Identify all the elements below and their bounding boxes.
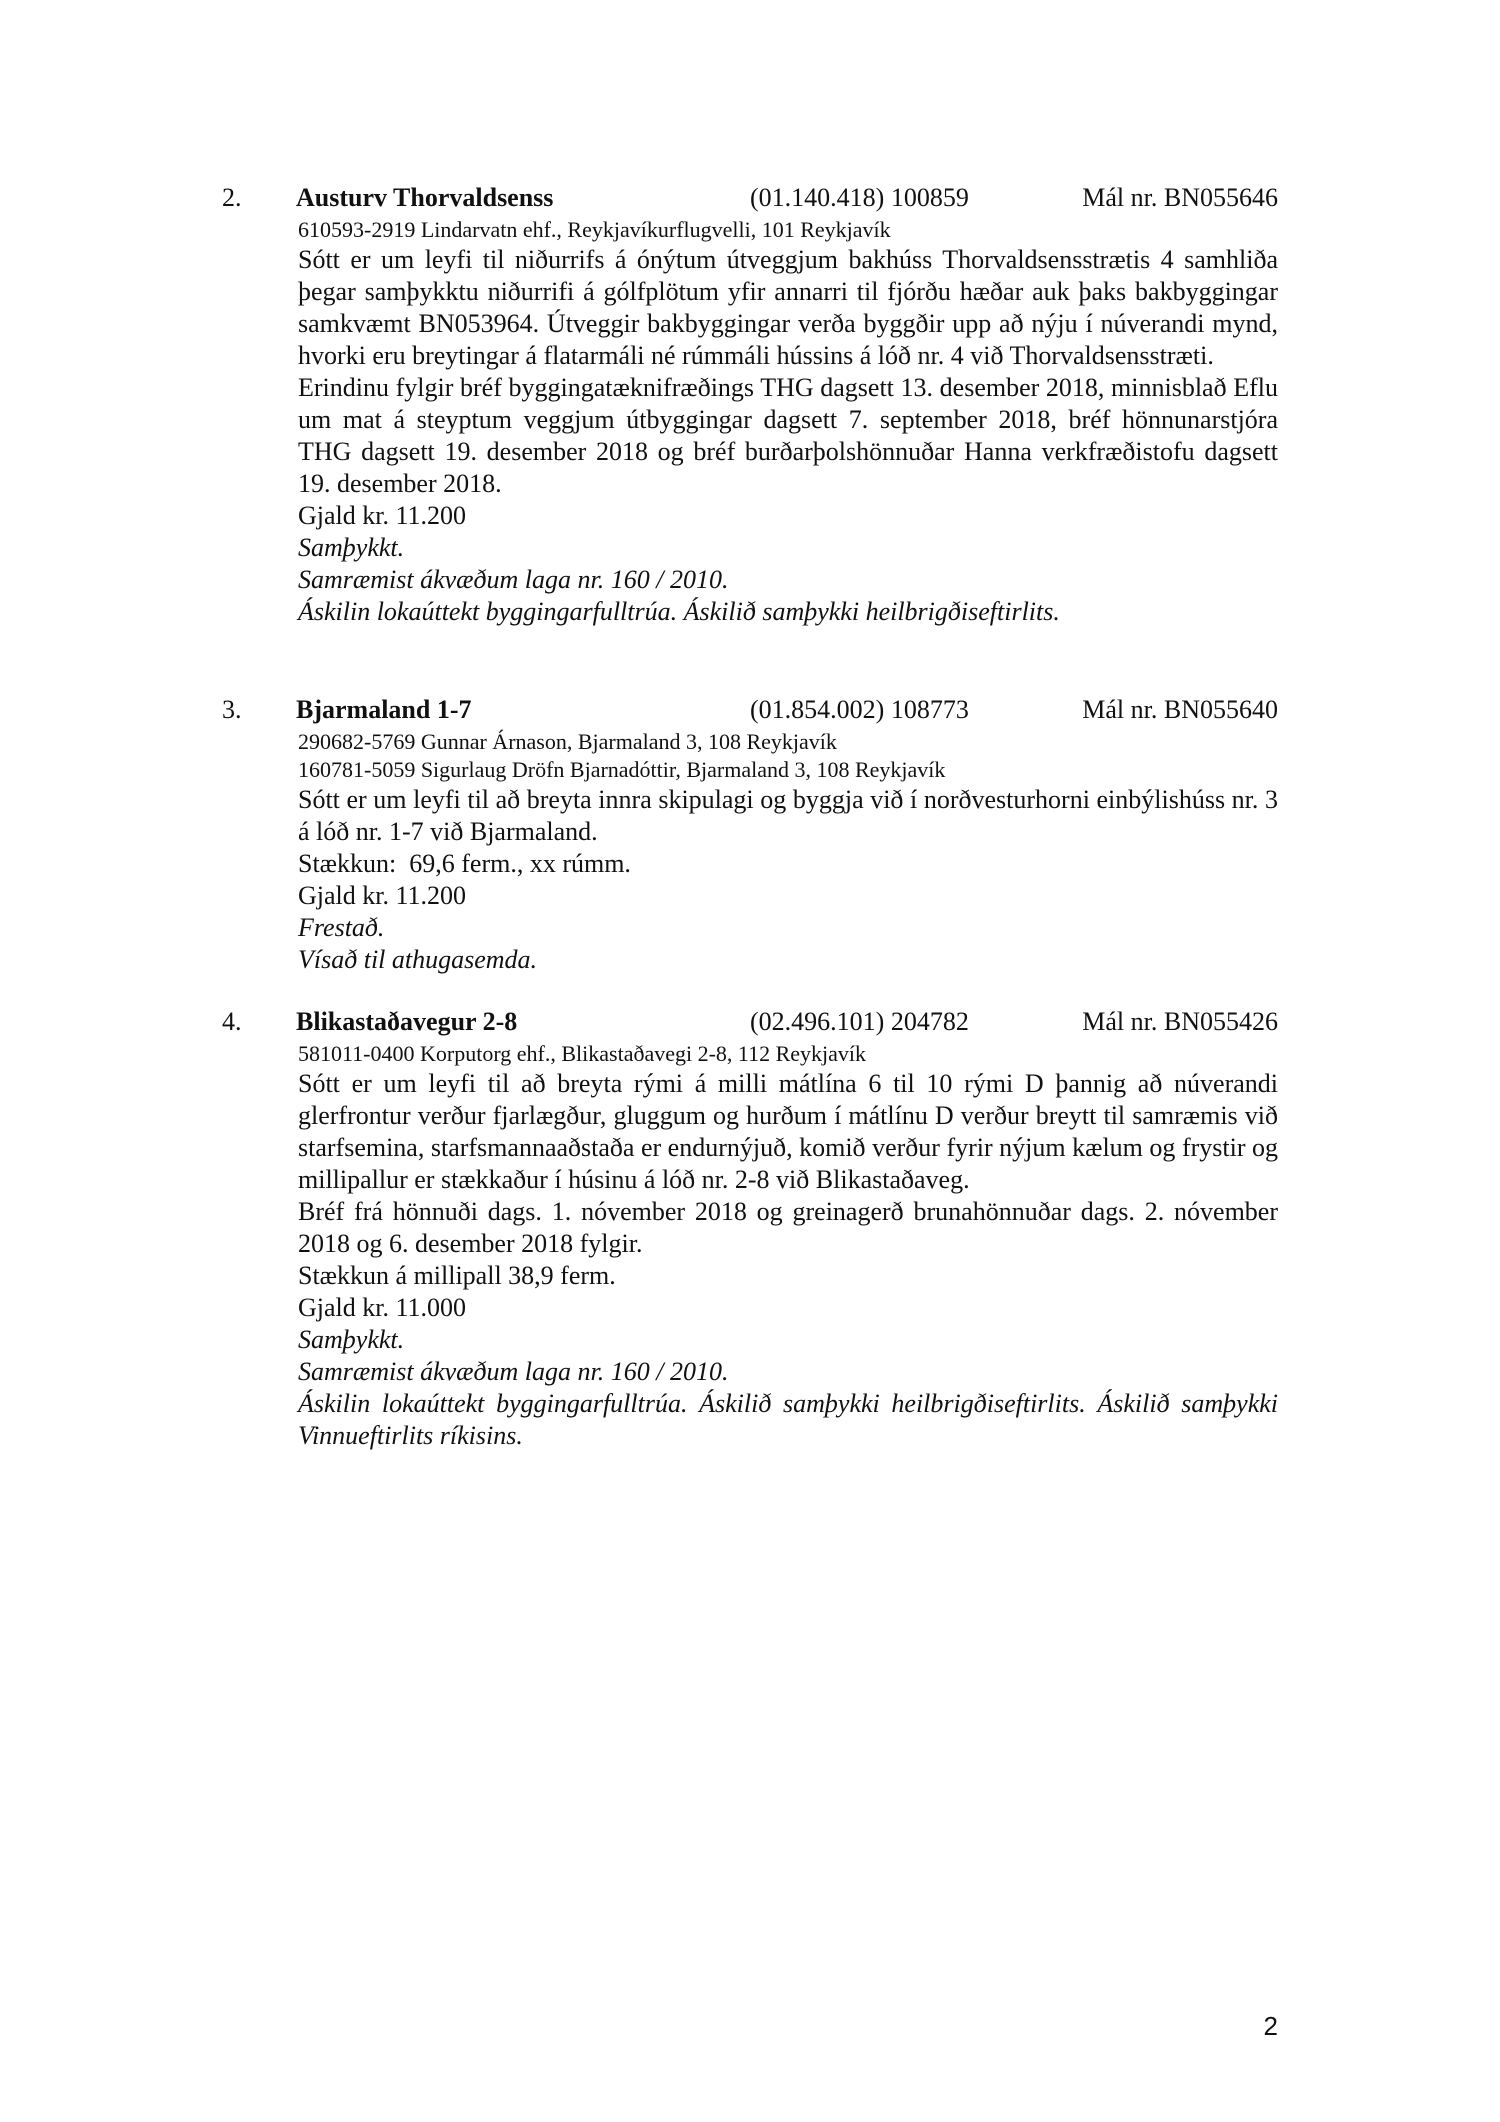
entry-body [298, 1040, 1278, 1452]
entry-address: Austurv Thorvaldsenss [296, 183, 554, 212]
entry-address: Bjarmaland 1-7 [296, 695, 472, 724]
note-line: Áskilin lokaúttekt byggingarfulltrúa. Áskilið samþykki heilbrigðiseftirlits. [298, 597, 1060, 626]
decision-line: Frestað. [298, 913, 385, 942]
entry-number: 3. [222, 695, 242, 724]
attachments-paragraph: Bréf frá hönnuði dags. 1. nóvember 2018 og greinagerð brunahönnuðar dags. 2. nóvember 2018 og 6. desember 2018 fylgir. [298, 1197, 1278, 1258]
entry-body [298, 216, 1278, 628]
entry-4 [222, 1004, 1278, 1452]
entry-header [222, 692, 1278, 728]
page-number: 2 [1263, 2011, 1278, 2041]
applicant-line: 290682-5769 Gunnar Árnason, Bjarmaland 3, 108 Reykjavík [298, 729, 837, 754]
entry-body [298, 728, 1278, 976]
decision-line: Samþykkt. [298, 533, 405, 562]
description-paragraph: Sótt er um leyfi til að breyta rými á milli mátlína 6 til 10 rými D þannig að núverandi glerfrontur verður fjarlægður, gluggum og hurðum í mátlínu D verður breytt til samræmis við starfsemina, starfsmannaaðstaða er endurnýjuð, komið verður fyrir nýjum kælum og frystir og millipallur er stækkaður í húsinu á lóð nr. 2-8 við Blikastaðaveg. [298, 1069, 1278, 1194]
entry-2 [222, 180, 1278, 628]
description-paragraph: Sótt er um leyfi til niðurrifs á ónýtum útveggjum bakhúss Thorvaldsensstrætis 4 samhliða þegar samþykktu niðurrifi á gólfplötum yfir annarri til fjórðu hæðar auk þaks bakbyggingar samkvæmt BN053964. Útveggir bakbyggingar verða byggðir upp að nýju í núverandi mynd, hvorki eru breytingar á flatarmáli né rúmmáli hússins á lóð nr. 4 við Thorvaldsensstræti. [298, 245, 1278, 370]
applicant-line: 581011-0400 Korputorg ehf., Blikastaðavegi 2-8, 112 Reykjavík [298, 1041, 867, 1066]
entry-land-number: (01.140.418) 100859 [750, 183, 969, 212]
fee-line: Gjald kr. 11.000 [298, 1293, 467, 1322]
fee-line: Gjald kr. 11.200 [298, 881, 467, 910]
decision-line: Samþykkt. [298, 1325, 405, 1354]
note-line: Samræmist ákvæðum laga nr. 160 / 2010. [298, 565, 729, 594]
entry-number: 2. [222, 183, 242, 212]
description-paragraph: Sótt er um leyfi til að breyta innra skipulagi og byggja við í norðvesturhorni einbýlishúss nr. 3 á lóð nr. 1-7 við Bjarmaland. [298, 785, 1278, 846]
fee-line: Gjald kr. 11.200 [298, 501, 467, 530]
entry-header [222, 1004, 1278, 1040]
applicant-line: 160781-5059 Sigurlaug Dröfn Bjarnadóttir, Bjarmaland 3, 108 Reykjavík [298, 757, 946, 782]
entry-land-number: (02.496.101) 204782 [750, 1007, 969, 1036]
applicant-line: 610593-2919 Lindarvatn ehf., Reykjavíkurflugvelli, 101 Reykjavík [298, 217, 891, 242]
entry-address: Blikastaðavegur 2-8 [296, 1007, 518, 1036]
note-line: Áskilin lokaúttekt byggingarfulltrúa. Áskilið samþykki heilbrigðiseftirlits. Áskilið samþykki Vinnueftirlits ríkisins. [298, 1389, 1278, 1450]
entry-case-number: Mál nr. BN055640 [1082, 695, 1278, 724]
entry-number: 4. [222, 1007, 242, 1036]
attachments-paragraph: Erindinu fylgir bréf byggingatæknifræðings THG dagsett 13. desember 2018, minnisblað Eflu um mat á steyptum veggjum útbyggingar dagsett 7. september 2018, bréf hönnunarstjóra THG dagsett 19. desember 2018 og bréf burðarþolshönnuðar Hanna verkfræðistofu dagsett 19. desember 2018. [298, 373, 1278, 498]
enlargement-line: Stækkun: 69,6 ferm., xx rúmm. [298, 849, 631, 878]
note-line: Samræmist ákvæðum laga nr. 160 / 2010. [298, 1357, 729, 1386]
entry-case-number: Mál nr. BN055646 [1082, 183, 1278, 212]
enlargement-line: Stækkun á millipall 38,9 ferm. [298, 1261, 616, 1290]
entry-header [222, 180, 1278, 216]
note-line: Vísað til athugasemda. [298, 945, 538, 974]
entry-3 [222, 692, 1278, 976]
entry-case-number: Mál nr. BN055426 [1082, 1007, 1278, 1036]
entry-land-number: (01.854.002) 108773 [750, 695, 969, 724]
